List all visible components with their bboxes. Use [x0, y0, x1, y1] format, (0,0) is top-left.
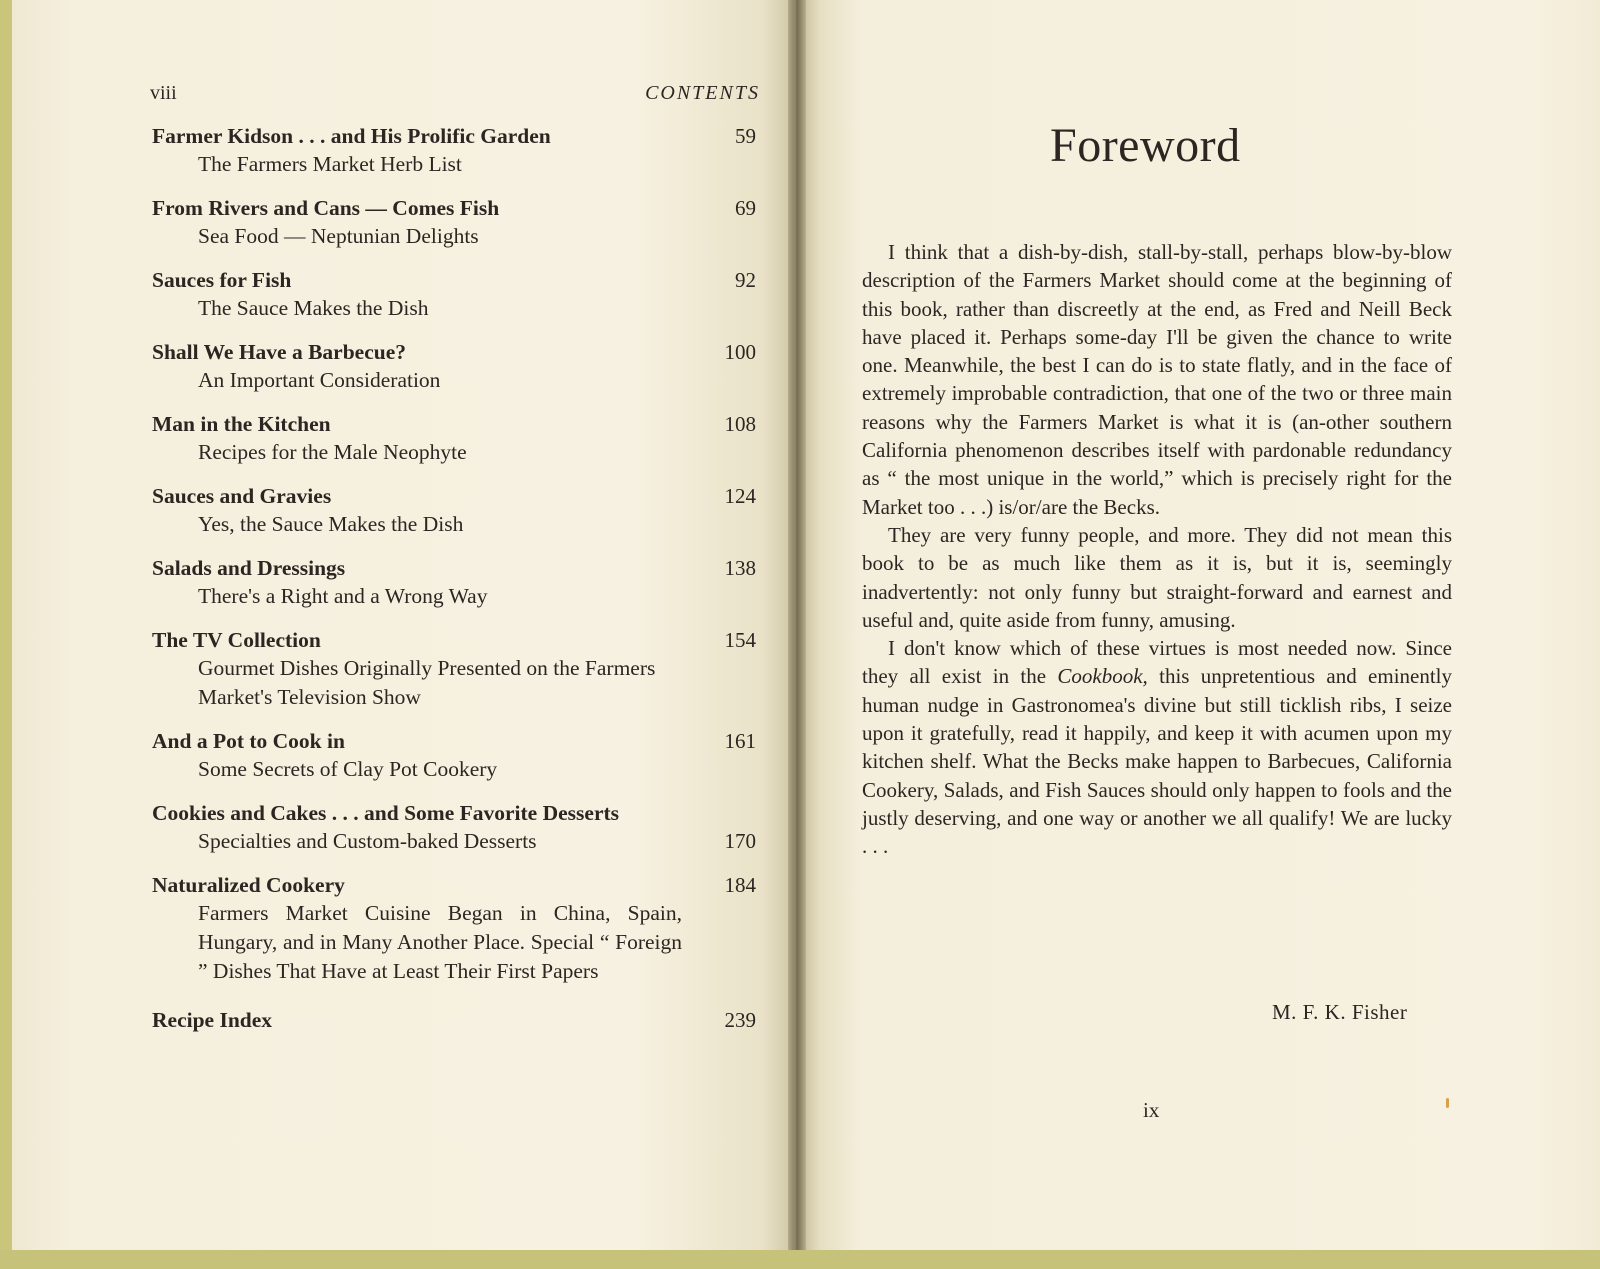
toc-entry-subtitle: There's a Right and a Wrong Way — [198, 584, 488, 608]
book-gutter — [788, 0, 806, 1250]
toc-entry-page: 59 — [735, 124, 756, 148]
paragraph-text: this unpretentious and eminently human nudge in Gastronomea's divine but still ticklish ribs, I seize upon it gratefully, read it happily, and keep it with acumen upon my kitchen shelf. What the Becks make happen to Barbecues, California Cookery, Salads, and Fish Sauces should only happen to fools and the justly deserving, and one way or another we all qualify! We are lucky . . . — [862, 664, 1453, 859]
toc-entry-page: 138 — [724, 556, 756, 580]
toc-entry-subtitle: The Sauce Makes the Dish — [198, 296, 429, 320]
toc-entry — [152, 122, 762, 179]
toc-entry-title: Sauces for Fish — [152, 268, 292, 292]
background-bottom-band — [0, 1250, 1600, 1269]
toc-entry-subtitle: Yes, the Sauce Makes the Dish — [198, 512, 464, 536]
table-of-contents — [152, 122, 762, 1049]
toc-entry-subtitle: Farmers Market Cuisine Began in China, Spain, Hungary, and in Many Another Place. Special “ Foreign ” Dishes That Have at Least Their First Papers — [198, 901, 682, 983]
toc-entry-title: Recipe Index — [152, 1008, 273, 1032]
toc-entry — [152, 338, 762, 395]
toc-entry-title: From Rivers and Cans — Comes Fish — [152, 196, 500, 220]
toc-entry-page: 124 — [724, 484, 756, 508]
toc-entry — [152, 727, 762, 784]
toc-entry-page: 184 — [724, 873, 756, 897]
toc-entry-title: Shall We Have a Barbecue? — [152, 340, 407, 364]
toc-entry-title: Naturalized Cookery — [152, 873, 345, 897]
right-folio: ix — [1143, 1098, 1160, 1122]
toc-entry-page: 170 — [724, 829, 756, 853]
left-folio: viii — [150, 82, 177, 104]
book-title-italic: Cookbook, — [1057, 664, 1148, 689]
foreword-paragraph: They are very funny people, and more. They did not mean this book to be as much like them as it is, but it is, seemingly inadvertently: not only funny but straight-forward and earnest and useful and, quite aside from funny, amusing. — [862, 522, 1452, 632]
toc-entry-title: And a Pot to Cook in — [152, 729, 345, 753]
toc-entry — [152, 194, 762, 251]
author-signature: M. F. K. Fisher — [1272, 1000, 1408, 1024]
foreword-paragraph — [862, 634, 1452, 860]
toc-entry-subtitle: Sea Food — Neptunian Delights — [198, 224, 479, 248]
toc-entry — [152, 266, 762, 323]
toc-entry-title: Cookies and Cakes . . . and Some Favorite Desserts — [152, 801, 620, 825]
toc-entry — [152, 799, 762, 856]
toc-entry-subtitle: The Farmers Market Herb List — [198, 152, 462, 176]
toc-entry-index — [152, 1006, 762, 1034]
toc-entry-page: 69 — [735, 196, 756, 220]
toc-entry-page: 108 — [724, 412, 756, 436]
toc-entry-title: Farmer Kidson . . . and His Prolific Garden — [152, 124, 551, 148]
toc-entry — [152, 871, 762, 986]
toc-entry-subtitle: Recipes for the Male Neophyte — [198, 440, 467, 464]
toc-entry-page: 161 — [724, 729, 756, 753]
toc-entry — [152, 482, 762, 539]
toc-entry — [152, 626, 762, 712]
paragraph-text: I don't know which of these virtues is most needed now. Since they all exist in the — [862, 636, 1452, 689]
toc-entry-title: Man in the Kitchen — [152, 412, 331, 436]
toc-entry-title: Sauces and Gravies — [152, 484, 332, 508]
running-head-title: CONTENTS — [645, 82, 760, 104]
toc-entry-subtitle: Gourmet Dishes Originally Presented on the Farmers Market's Television Show — [198, 656, 656, 709]
foreword-title: Foreword — [1050, 119, 1241, 172]
toc-entry-page: 100 — [724, 340, 756, 364]
paper-fleck — [1446, 1098, 1449, 1108]
toc-entry-subtitle: Specialties and Custom-baked Desserts — [198, 829, 537, 853]
foreword-body — [862, 238, 1452, 861]
toc-entry — [152, 554, 762, 611]
toc-entry-page: 92 — [735, 268, 756, 292]
toc-entry-subtitle: Some Secrets of Clay Pot Cookery — [198, 757, 498, 781]
toc-entry-page: 154 — [724, 628, 756, 652]
foreword-paragraph: I think that a dish-by-dish, stall-by-stall, perhaps blow-by-blow description of the Farmers Market should come at the beginning of this book, rather than discreetly at the end, as Fred and Neill Beck have placed it. Perhaps some-day I'll be given the chance to write one. Meanwhile, the best I can do is to state flatly, and in the face of extremely improbable contradiction, that one of the two or three main reasons why the Farmers Market is what it is (an-other southern California phenomenon describes itself with pardonable redundancy as “ the most unique in the world,” which is precisely right for the Market too . . .) is/or/are the Becks. — [862, 240, 1452, 519]
toc-entry — [152, 410, 762, 467]
toc-entry-title: The TV Collection — [152, 628, 321, 652]
toc-entry-page: 239 — [724, 1008, 756, 1032]
toc-entry-subtitle: An Important Consideration — [198, 368, 441, 392]
toc-entry-title: Salads and Dressings — [152, 556, 346, 580]
